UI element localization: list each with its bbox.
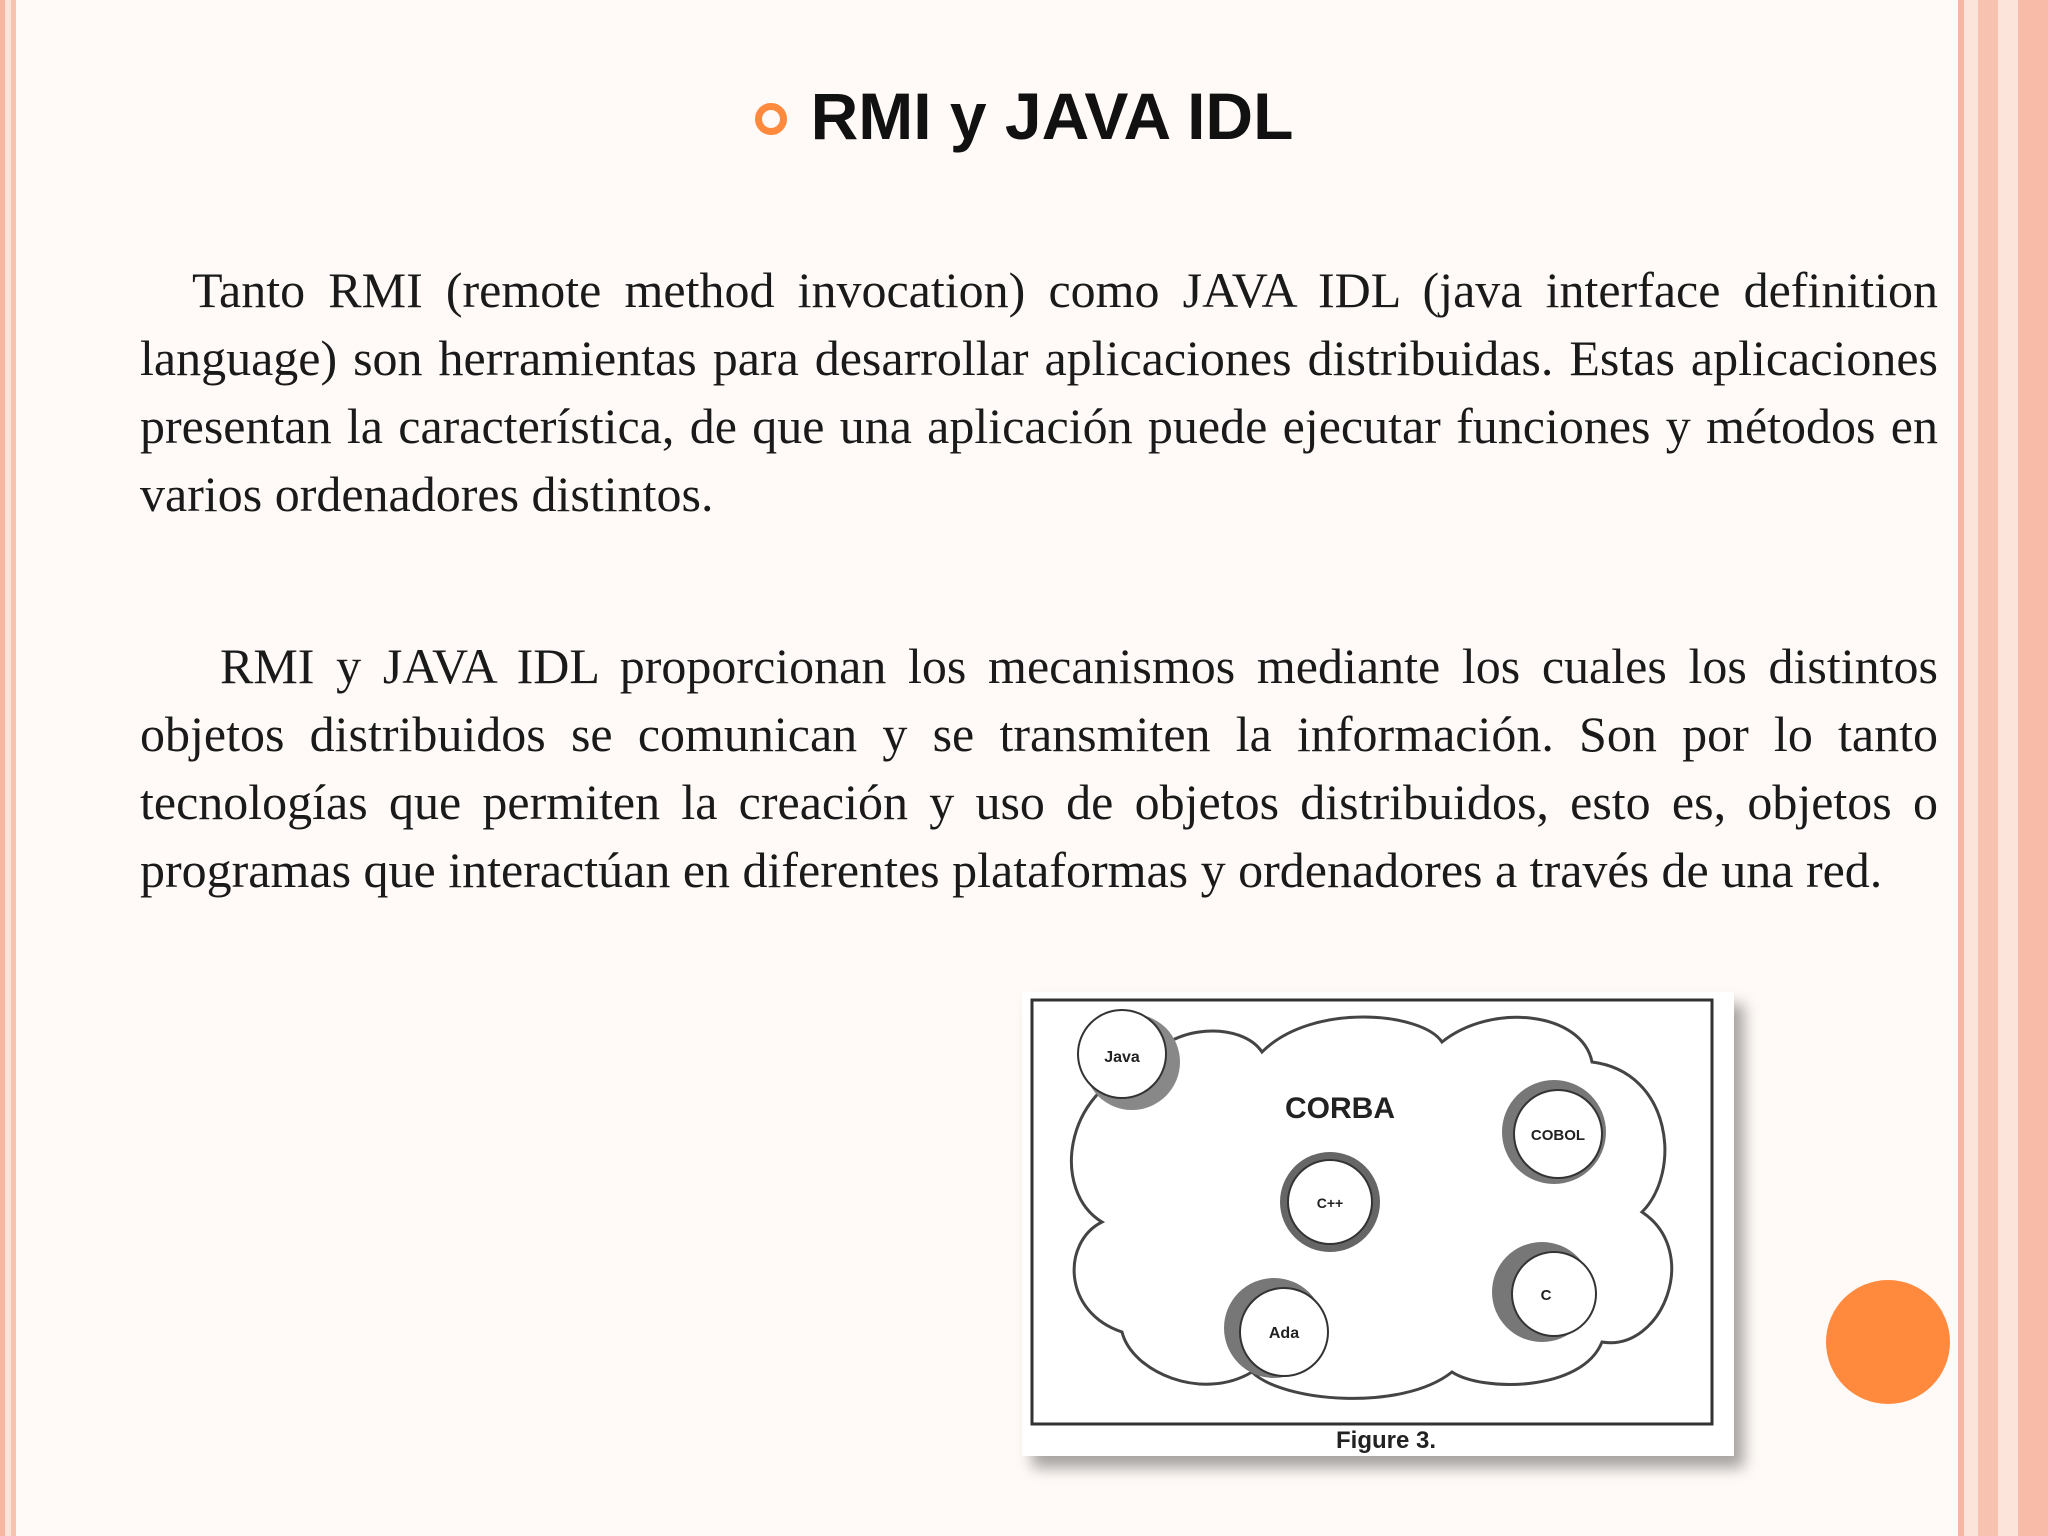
right-border-band (1964, 0, 1978, 1536)
slide-title-row (0, 78, 2048, 154)
corba-figure (1022, 992, 1734, 1456)
slide-title: RMI y JAVA IDL (810, 79, 1294, 153)
corba-diagram (1022, 992, 1734, 1456)
ring-bullet-icon (755, 103, 787, 135)
orange-circle-decoration (1826, 1280, 1950, 1404)
paragraph-rmi-mechanisms: RMI y JAVA IDL proporcionan los mecanismos mediante los cuales los distintos objetos distribuidos se comunican y se transmiten la información. Son por lo tanto tecnologías que permiten la creación y uso de objetos distribuidos, esto es, objetos o programas que interactúan en diferentes plataformas y ordenadores a través de una red. (140, 638, 1938, 898)
cobol-label: COBOL (1530, 1127, 1586, 1144)
corba-label: CORBA (1285, 1092, 1395, 1125)
paragraph-rmi-intro: Tanto RMI (remote method invocation) como JAVA IDL (java interface definition language) son herramientas para desarrollar aplicaciones distribuidas. Estas aplicaciones presentan la característica, de que una aplicación puede ejecutar funciones y métodos en varios ordenadores distintos. (140, 262, 1938, 522)
c-label: C (1540, 1287, 1552, 1304)
right-border-band (2018, 0, 2048, 1536)
cpp-node (1280, 1152, 1380, 1252)
cobol-node (1502, 1080, 1606, 1184)
ada-label: Ada (1268, 1325, 1300, 1342)
left-border-stripe (11, 0, 16, 1536)
right-border-band (1998, 0, 2018, 1536)
right-border-band (1978, 0, 1998, 1536)
figure-caption: Figure 3. (1335, 1427, 1437, 1454)
cpp-label: C++ (1316, 1195, 1344, 1211)
java-label: Java (1104, 1049, 1140, 1066)
java-node (1078, 1010, 1180, 1110)
